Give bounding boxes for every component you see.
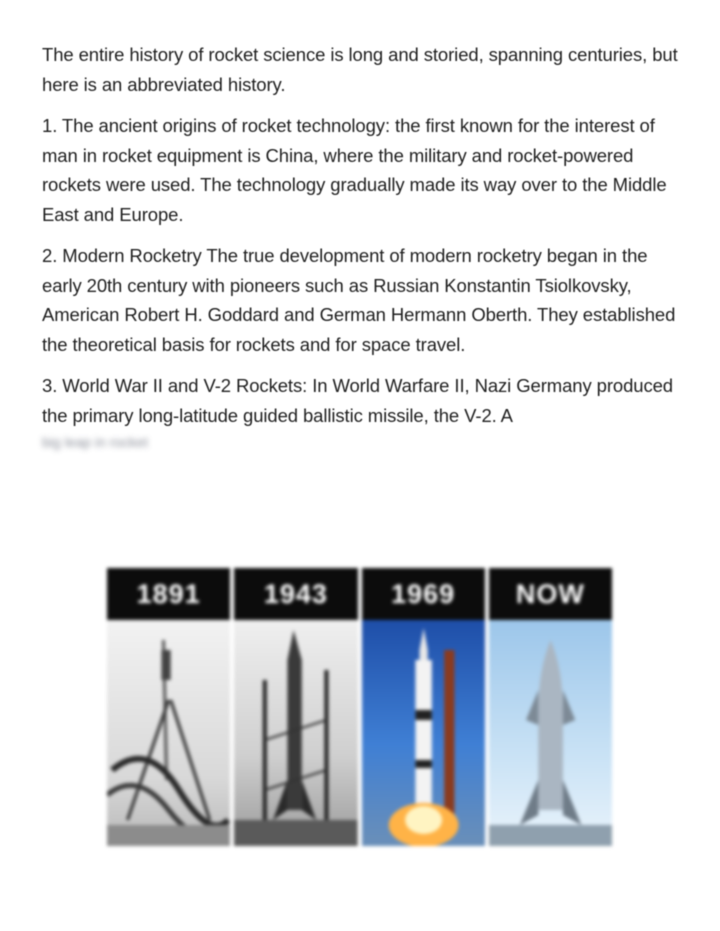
saturn-v-photo [362, 620, 485, 846]
rocket-timeline-image [107, 568, 612, 846]
starship-photo [489, 620, 612, 846]
starship-rocket-icon [489, 620, 612, 846]
section-world-war-ii: 3. World War II and V-2 Rockets: In World Warfare II, Nazi Germany produced the primary long-latitude guided ballistic missile, the V-2. A [42, 375, 673, 426]
timeline-panel-1891 [107, 568, 230, 846]
saturn-v-rocket-icon [362, 620, 485, 846]
year-label: 1943 [234, 568, 357, 620]
timeline-panel-now [489, 568, 612, 846]
section-modern-rocketry: 2. Modern Rocketry The true development of modern rocketry began in the early 20th century with pioneers such as Russian Konstantin Tsiolkovsky, American Robert H. Goddard and German Hermann Oberth. They established the theoretical basis for rockets and for space travel. [42, 245, 676, 355]
timeline-panel-1969 [362, 568, 485, 846]
document-body [42, 40, 682, 452]
year-label: 1891 [107, 568, 230, 620]
year-label: 1969 [362, 568, 485, 620]
early-rocket-launch-stand-icon [107, 620, 230, 846]
early-rocket-photo [107, 620, 230, 846]
year-label: NOW [489, 568, 612, 620]
v2-rocket-photo [234, 620, 357, 846]
intro-paragraph: The entire history of rocket science is long and storied, spanning centuries, but here is an abbreviated history. [42, 44, 678, 95]
v2-rocket-icon [234, 620, 357, 846]
section-ancient-origins: 1. The ancient origins of rocket technology: the first known for the interest of man in rocket equipment is China, where the military and rocket-powered rockets were used. The technology gradually made its way over to the Middle East and Europe. [42, 115, 667, 225]
faded-continuation-text: big leap in rocket [42, 434, 148, 450]
timeline-panel-1943 [234, 568, 357, 846]
